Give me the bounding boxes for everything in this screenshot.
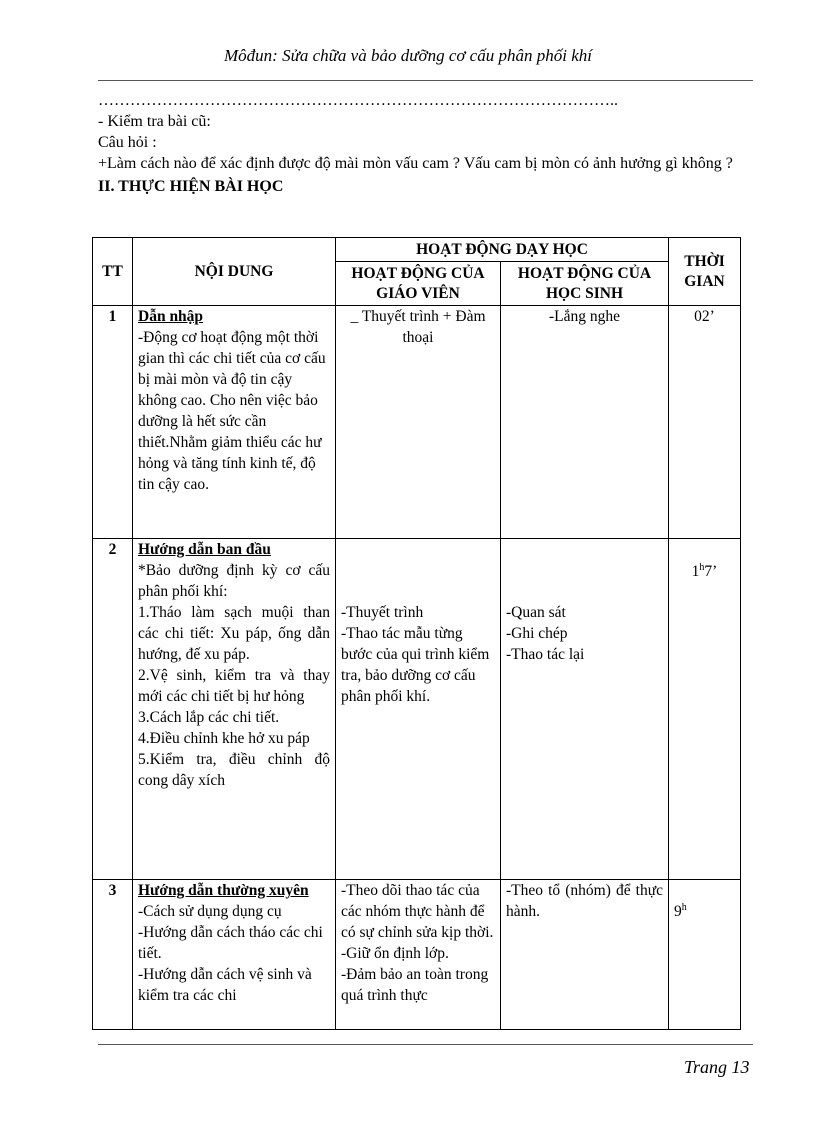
row-content-line: 3.Cách lắp các chi tiết.: [138, 709, 280, 726]
row-content-line: -Cách sử dụng dụng cụ: [138, 903, 282, 920]
row-time: 02’: [669, 306, 741, 539]
student-line: -Quan sát: [506, 604, 566, 621]
header-activities: HOẠT ĐỘNG DẠY HỌC: [336, 238, 669, 262]
row-content-line: 2.Vệ sinh, kiểm tra và thay mới các chi tiết bị hư hỏng: [138, 667, 330, 705]
row-content-body: -Động cơ hoạt động một thời gian thì các chi tiết của cơ cấu bị mài mòn và độ tin cậy không cao. Cho nên việc bảo dưỡng là hết sức cần thiết.Nhằm giảm thiểu các hư hỏng và tăng tính kinh tế, độ tin cậy cao.: [138, 329, 326, 493]
row-teacher-activity: [336, 539, 501, 880]
header-student: HOẠT ĐỘNG CỦA HỌC SINH: [501, 262, 669, 306]
row-content-line: -Hướng dẫn cách vệ sinh và kiểm tra các chi: [138, 966, 312, 1004]
time-unit: h: [699, 561, 705, 573]
page-header: Môđun: Sửa chữa và bảo dưỡng cơ cấu phân phối khí: [224, 46, 592, 65]
row-content-line: 4.Điều chỉnh khe hở xu páp: [138, 730, 310, 747]
row-student-activity: [501, 539, 669, 880]
dotted-line: ……………………………………………………………………………………..: [98, 92, 618, 109]
intro-section: [98, 90, 738, 197]
row-content-title: Hướng dẫn ban đầu: [138, 541, 271, 558]
row-number: 2: [93, 539, 133, 880]
time-unit: h: [681, 901, 687, 913]
teacher-line: -Theo dõi thao tác của các nhóm thực hành để có sự chỉnh sửa kịp thời.: [341, 882, 494, 941]
time-value: 9: [674, 903, 682, 920]
row-student-activity: -Lắng nghe: [501, 306, 669, 539]
footer-rule: [98, 1044, 753, 1045]
header-tt: TT: [93, 238, 133, 306]
table-row: [93, 306, 741, 539]
student-line: -Ghi chép: [506, 625, 568, 642]
row-content-line: 5.Kiểm tra, điều chỉnh độ cong dây xích: [138, 751, 330, 789]
row-content-title: Dẫn nhập: [138, 308, 204, 325]
student-line: -Thao tác lại: [506, 646, 585, 663]
row-content: [133, 306, 336, 539]
section-title: II. THỰC HIỆN BÀI HỌC: [98, 178, 284, 195]
lesson-plan-table: [92, 237, 741, 1030]
question-text: +Làm cách nào để xác định được độ mài mòn vấu cam ? Vấu cam bị mòn có ảnh hưởng gì không ?: [98, 155, 733, 172]
teacher-line: -Giữ ổn định lớp.: [341, 945, 449, 962]
time-value-rest: 7’: [704, 563, 718, 580]
row-content: [133, 880, 336, 1030]
teacher-line: -Thuyết trình: [341, 604, 424, 621]
row-content-title: Hướng dẫn thường xuyên: [138, 882, 309, 899]
row-teacher-activity: [336, 880, 501, 1030]
question-label: Câu hỏi :: [98, 134, 157, 151]
header-time: THỜI GIAN: [669, 238, 741, 306]
teacher-line: -Đảm bảo an toàn trong quá trình thực: [341, 966, 489, 1004]
teacher-line: -Thao tác mẫu từng bước của qui trình kiểm tra, bảo dưỡng cơ cấu phân phối khí.: [341, 625, 490, 705]
page-number: Trang 13: [684, 1057, 750, 1077]
row-number: 1: [93, 306, 133, 539]
row-student-activity: -Theo tổ (nhóm) để thực hành.: [501, 880, 669, 1030]
table-row: [93, 539, 741, 880]
header-teacher: HOẠT ĐỘNG CỦA GIÁO VIÊN: [336, 262, 501, 306]
row-content: [133, 539, 336, 880]
row-teacher-activity: _ Thuyết trình + Đàm thoại: [336, 306, 501, 539]
check-old-lesson: - Kiểm tra bài cũ:: [98, 113, 211, 130]
header-content: NỘI DUNG: [133, 238, 336, 306]
time-value: 1: [691, 563, 700, 580]
row-content-line: -Hướng dẫn cách tháo các chi tiết.: [138, 924, 323, 962]
row-content-line: 1.Tháo làm sạch muội than các chi tiết: Xu páp, ống dẫn hướng, đế xu páp.: [138, 604, 330, 663]
table-row: [93, 880, 741, 1030]
header-rule: [98, 80, 753, 81]
row-time: [669, 880, 741, 1030]
row-number: 3: [93, 880, 133, 1030]
row-content-line: *Bảo dưỡng định kỳ cơ cấu phân phối khí:: [138, 562, 330, 600]
row-time: [669, 539, 741, 880]
